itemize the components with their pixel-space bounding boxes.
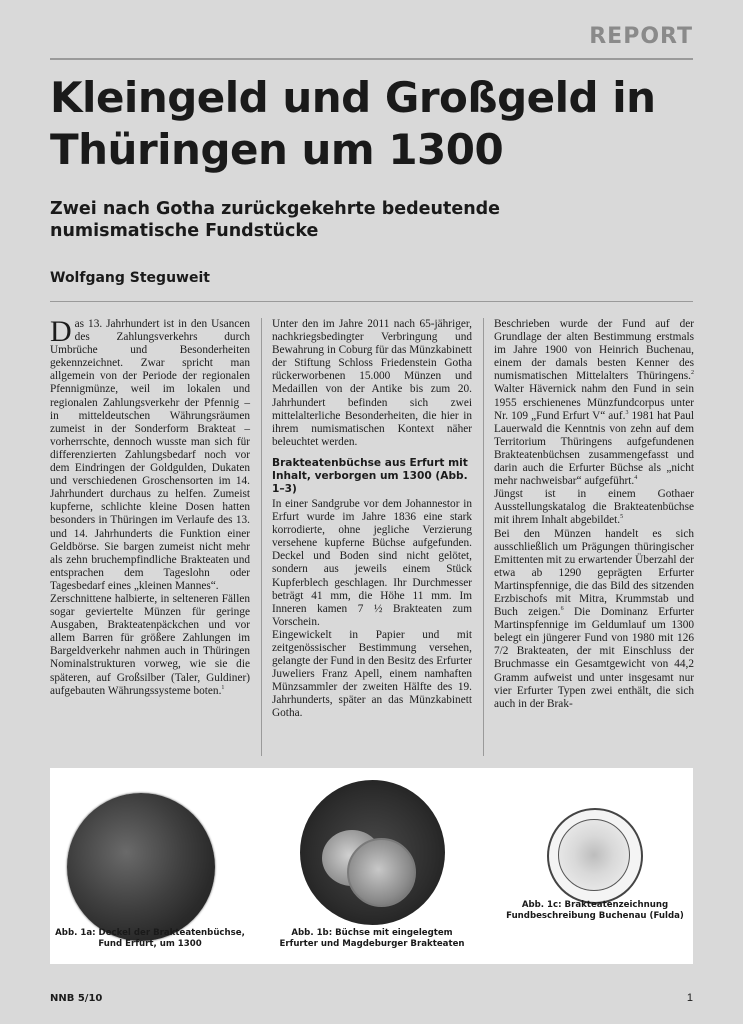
figure-caption: Abb. 1a: Deckel der Brakteatenbüchse, Fund Erfurt, um 1300 (55, 928, 245, 949)
paragraph-text: Zerschnittene halbierte, in selteneren Fällen sogar geviertelte Münzen für geringe Ausgaben, Brakteatenpäckchen und vor allem Barren für größere Zahlungen im Bargeldverkehr nahmen auch in Thüringen Nominalstrukturen vorweg, wie sie die späteren, auf Großsilber (Taler, Guldiner) aufgebauten Währungssysteme boten. (50, 592, 250, 697)
box-lid-photo (67, 793, 215, 941)
issue-label: NNB 5/10 (50, 993, 103, 1004)
paragraph (494, 488, 694, 527)
paragraph-text: Bei den Münzen handelt es sich ausschließlich um Prägungen thüringischer Emittenten mit zu erwartender Überzahl der etwa ab 1290 geprägten Erfurter Martinspfennige, die das Bild des sitzenden Erzbischofs mit Mitra, Krummstab und Buch zeigen. (494, 527, 694, 619)
footnote-ref: 6 (560, 606, 564, 613)
paragraph-text: 1981 hat Paul Lauerwald die Kenntnis von zehn auf dem Territorium Thüringens aufgefundenen Brakteatenbüchsen zusammengefasst und darin auch die Erfurter Büchse als „nicht mehr nachweisbar“ aufgeführt. (494, 409, 695, 488)
paragraph-text: Die Dominanz Erfurter Martinspfennige im Geldumlauf um 1300 belegt ein jüngerer Fund von 1980 mit 126 7/2 Brakteaten, der mit Einschluss der Bruchmasse ein Gesamtgewicht von 44,2 Gramm aufweist und unter insgesamt nur vier Erfurter Typen zwei enthält, die sich auch in der Brak- (494, 606, 694, 710)
footnote-ref: 4 (634, 475, 638, 482)
article-subtitle: Zwei nach Gotha zurückgekehrte bedeutende numismatische Fundstücke (50, 199, 501, 241)
bracteate-drawing-center (558, 819, 630, 891)
footnote-ref: 5 (620, 514, 624, 521)
page-number: 1 (686, 992, 693, 1004)
paragraph (494, 528, 694, 711)
footnote-ref: 3 (625, 409, 629, 416)
paragraph (50, 593, 250, 698)
section-label: REPORT (589, 24, 693, 49)
paragraph (50, 315, 250, 593)
paragraph: In einer Sandgrube vor dem Johannestor in Erfurt wurde im Jahre 1836 eine stark korrodierte, ohne jegliche Verzierung versehene kupferne Büchse aufgefunden. Deckel und Boden sind nicht gelötet, sondern aus jeweils einem Stück Kupferblech geschlagen. Ihr Durchmesser beträgt 41 mm, die Höhe 11 mm. Im Inneren kamen 7 ½ Brakteaten zum Vorschein. (272, 497, 472, 628)
footnote-ref: 1 (221, 684, 225, 691)
bracteate-coin-photo (347, 838, 416, 907)
paragraph-text: Jüngst ist in einem Gothaer Ausstellungskatalog die Brakteatenbüchse mit ihrem Inhalt abgebildet. (494, 488, 694, 527)
paragraph-text: as 13. Jahrhundert ist in den Usancen des Zahlungsverkehrs durch Umbrüche und Besonderheiten gekennzeichnet. Zwar spricht man allgemein von der Periode der regionalen Pfennigmünze, weil im lokalen und regionalen Zahlungsverkehr der Pfennig – in mitteldeutschen Währungsräumen zumeist in der Sonderform Brakteat – vorherrschte, dennoch wusste man sich für differenzierten Zahlungsbedarf noch vor dem Eindringen der Goldgulden, Dukaten und verschiedenen Groschensorten im 14. Jahrhundert durchaus zu helfen. Zumeist kupferne, schlichte kleine Dosen hatten besonders in Thüringen im Verlaufe des 13. und 14. Jahrhunderts die Funktion einer Geldbörse. Sie bargen zumeist nicht mehr als zehn bruchempfindliche Brakteaten und entsprachen dem Tageslohn oder Tagesbedarf eines „kleinen Mannes“. (50, 318, 250, 592)
paragraph: Unter den im Jahre 2011 nach 65-jähriger, nachkriegsbedingter Verbringung und Bewahrung in Coburg für das Münzkabinett der Stiftung Schloss Friedenstein Gotha rückerworbenen 15.000 Münzen und Medaillen von der Antike bis zum 20. Jahrhundert befinden sich zwei mittelalterliche Besonderheiten, die hier in ihrem numismatischen Kontext näher beleuchtet werden. (272, 318, 472, 448)
section-heading: Brakteatenbüchse aus Erfurt mit Inhalt, verborgen um 1300 (Abb. 1–3) (272, 456, 468, 495)
column-rule (261, 318, 262, 756)
article-title: Kleingeld und Großgeld in Thüringen um 1300 (50, 73, 656, 174)
footnote-ref: 2 (691, 370, 694, 377)
paragraph (494, 318, 694, 488)
figure-caption: Abb. 1c: Brakteatenzeichnung Fundbeschreibung Buchenau (Fulda) (506, 900, 684, 921)
header-rule (50, 58, 693, 60)
paragraph-text: Walter Hävernick nahm den Fund in sein 1955 erschienenes Münzfundcorpus unter Nr. 109 „Fund Erfurt V“ auf. (494, 383, 694, 422)
paragraph: Eingewickelt in Papier und mit zeitgenössischer Bestimmung versehen, gelangte der Fund in den Besitz des Erfurter Juweliers Franz Apell, einem namhaften Münzsammler der zweiten Hälfte des 19. Jahrhunderts, später an das Münzkabinett Gotha. (272, 628, 472, 720)
text-column-3 (494, 318, 694, 711)
drop-cap: D (50, 315, 72, 348)
figure-panel (50, 768, 693, 964)
text-column-1 (50, 315, 250, 698)
paragraph-text: Beschrieben wurde der Fund auf der Grundlage der alten Bestimmung erstmals im Jahre 1900 von Heinrich Buchenau, einem der damals besten Kenner des numismatischen Mittelalters Thüringens. (494, 318, 694, 383)
author-rule (50, 301, 693, 302)
column-rule (483, 318, 484, 756)
author-name: Wolfgang Steguweit (50, 270, 210, 286)
figure-caption: Abb. 1b: Büchse mit eingelegtem Erfurter und Magdeburger Brakteaten (279, 928, 465, 949)
text-column-2 (272, 318, 472, 721)
